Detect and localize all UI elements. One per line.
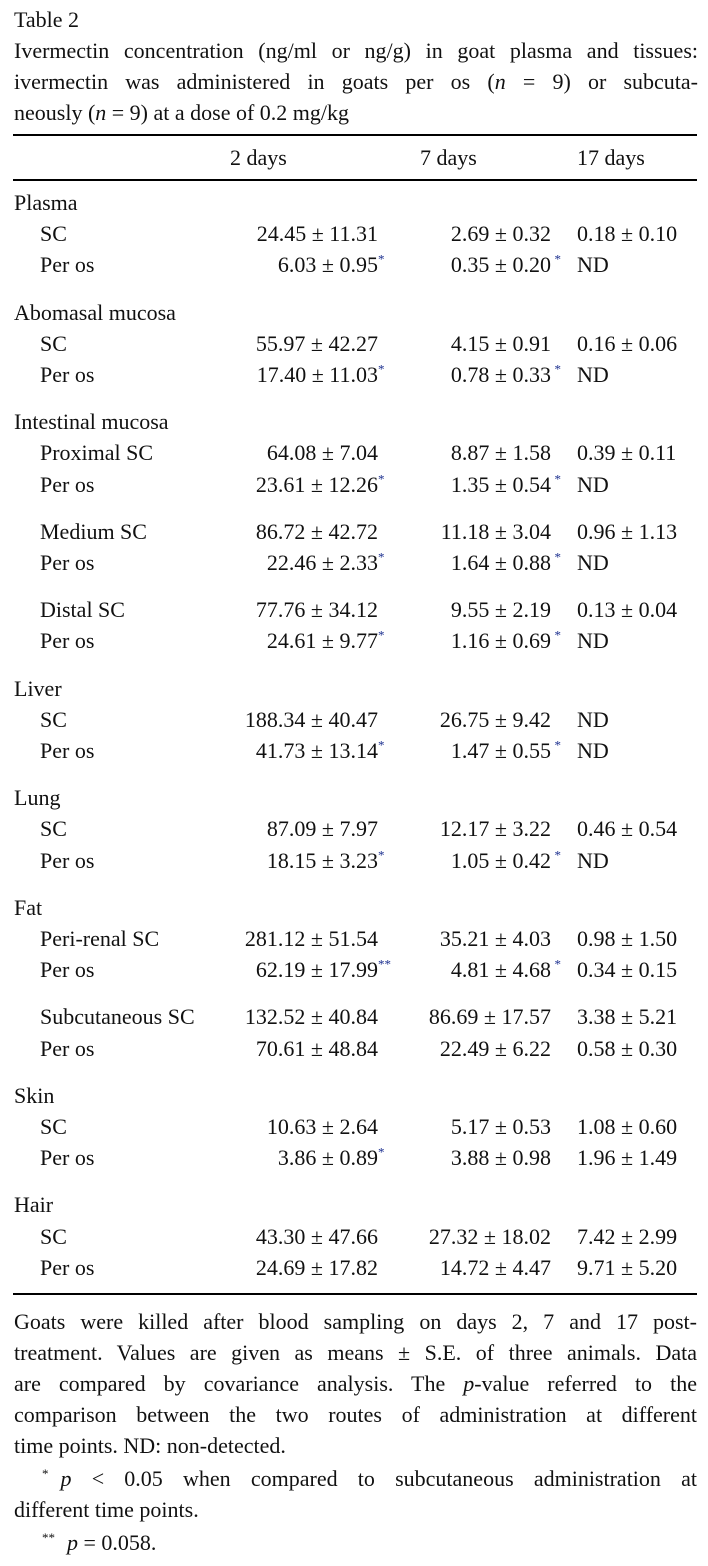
cell-7-days: 12.17 ± 3.22 xyxy=(439,816,551,842)
cell-17-days: ND xyxy=(577,706,609,732)
row-group-label: Liver xyxy=(14,675,62,701)
row-group-label: Plasma xyxy=(14,190,78,215)
cell-7-days: 4.15 ± 0.91 xyxy=(450,330,551,356)
footnote-line: treatment. Values are given as means ± S.E. of three animals. Data xyxy=(14,1340,697,1365)
cell-17-days: 0.58 ± 0.30 xyxy=(577,1035,678,1061)
footnote-single-star: * p < 0.05 when compared to subcutaneous administration at xyxy=(42,1465,697,1491)
cell-17-days: 0.16 ± 0.06 xyxy=(577,330,678,356)
cell-17-days: 0.39 ± 0.11 xyxy=(577,440,677,466)
row-label: Per os xyxy=(40,628,95,654)
cell-7-days: 1.64 ± 0.88 * xyxy=(450,549,561,575)
significance-marker: * xyxy=(554,847,561,863)
cell-7-days: 4.81 ± 4.68 * xyxy=(450,956,561,983)
footnote-line: Goats were killed after blood sampling on days 2, 7 and 17 post- xyxy=(14,1309,697,1334)
row-label: Per os xyxy=(40,550,95,575)
significance-marker: * xyxy=(378,252,385,268)
cell-7-days: 3.88 ± 0.98 xyxy=(450,1145,551,1171)
row-group-label: Hair xyxy=(14,1192,54,1218)
footnote-single-star-cont: different time points. xyxy=(14,1497,199,1522)
cell-2-days: 10.63 ± 2.64 xyxy=(266,1114,378,1139)
row-label: Peri-renal SC xyxy=(40,926,160,951)
cell-2-days: 87.09 ± 7.97 xyxy=(266,816,378,842)
cell-7-days: 22.49 ± 6.22 xyxy=(439,1035,551,1061)
cell-7-days: 1.05 ± 0.42 * xyxy=(450,847,561,873)
cell-2-days: 22.46 ± 2.33* xyxy=(266,549,385,575)
cell-2-days: 43.30 ± 47.66 xyxy=(255,1223,378,1249)
row-label: Per os xyxy=(40,1145,95,1171)
column-header-7-days: 7 days xyxy=(420,145,477,170)
cell-17-days: ND xyxy=(577,252,609,278)
cell-2-days: 6.03 ± 0.95* xyxy=(277,252,385,278)
significance-marker: * xyxy=(554,628,561,644)
row-label: Per os xyxy=(40,471,95,497)
cell-2-days: 64.08 ± 7.04 xyxy=(266,440,378,466)
cell-7-days: 26.75 ± 9.42 xyxy=(439,706,551,732)
cell-2-days: 62.19 ± 17.99** xyxy=(255,956,391,983)
row-label: Per os xyxy=(40,847,95,873)
row-label: SC xyxy=(40,1114,67,1139)
row-group-label: Fat xyxy=(14,894,43,920)
row-group-label: Intestinal mucosa xyxy=(14,409,169,435)
table-label: Table 2 xyxy=(14,7,80,32)
cell-7-days: 11.18 ± 3.04 xyxy=(440,518,551,544)
footnote-double-star: ** p = 0.058. xyxy=(42,1529,157,1555)
cell-17-days: 0.34 ± 0.15 xyxy=(577,957,678,983)
row-label: Per os xyxy=(40,252,95,278)
caption-line-3: neously (n = 9) at a dose of 0.2 mg/kg xyxy=(14,100,350,125)
cell-17-days: 7.42 ± 2.99 xyxy=(577,1223,678,1249)
cell-7-days: 1.16 ± 0.69 * xyxy=(450,628,561,654)
cell-17-days: 1.96 ± 1.49 xyxy=(577,1145,678,1171)
cell-17-days: 9.71 ± 5.20 xyxy=(577,1254,678,1280)
cell-17-days: ND xyxy=(577,628,609,654)
cell-2-days: 55.97 ± 42.27 xyxy=(255,330,378,356)
significance-marker: * xyxy=(378,628,385,644)
cell-17-days: 1.08 ± 0.60 xyxy=(577,1114,678,1139)
significance-marker: * xyxy=(554,361,561,377)
cell-7-days: 0.78 ± 0.33 * xyxy=(450,361,561,387)
significance-marker: * xyxy=(554,252,561,268)
cell-7-days: 27.32 ± 18.02 xyxy=(428,1223,551,1249)
cell-7-days: 1.47 ± 0.55 * xyxy=(450,737,561,763)
cell-7-days: 2.69 ± 0.32 xyxy=(450,221,551,247)
significance-marker: * xyxy=(554,956,561,972)
cell-17-days: ND xyxy=(577,471,609,497)
cell-7-days: 35.21 ± 4.03 xyxy=(439,926,551,951)
row-label: Per os xyxy=(40,957,95,983)
significance-marker: * xyxy=(378,471,385,487)
cell-2-days: 24.45 ± 11.31 xyxy=(256,221,378,247)
cell-7-days: 5.17 ± 0.53 xyxy=(450,1114,551,1139)
row-label: SC xyxy=(40,330,67,356)
cell-17-days: 0.98 ± 1.50 xyxy=(577,926,678,951)
footnote-line: time points. ND: non-detected. xyxy=(14,1433,286,1458)
column-header-2-days: 2 days xyxy=(230,145,287,170)
significance-marker: * xyxy=(378,549,385,565)
row-label: SC xyxy=(40,221,67,247)
row-label: SC xyxy=(40,816,67,842)
row-label: Proximal SC xyxy=(40,440,154,466)
cell-7-days: 0.35 ± 0.20 * xyxy=(450,252,561,278)
cell-17-days: ND xyxy=(577,362,609,387)
cell-17-days: 0.13 ± 0.04 xyxy=(577,597,678,623)
row-label: SC xyxy=(40,1223,67,1249)
significance-marker: * xyxy=(554,471,561,487)
row-label: Subcutaneous SC xyxy=(40,1004,195,1030)
cell-2-days: 24.69 ± 17.82 xyxy=(255,1254,378,1280)
cell-2-days: 86.72 ± 42.72 xyxy=(255,518,378,544)
cell-17-days: 0.96 ± 1.13 xyxy=(577,518,678,544)
cell-17-days: ND xyxy=(577,847,609,873)
cell-2-days: 281.12 ± 51.54 xyxy=(244,926,378,951)
cell-17-days: ND xyxy=(577,550,609,575)
row-label: SC xyxy=(40,706,67,732)
cell-7-days: 86.69 ± 17.57 xyxy=(428,1004,551,1030)
row-label: Distal SC xyxy=(40,597,125,623)
cell-2-days: 17.40 ± 11.03* xyxy=(256,361,385,387)
cell-2-days: 3.86 ± 0.89* xyxy=(277,1144,385,1171)
column-header-17-days: 17 days xyxy=(577,145,645,170)
bottom-rule xyxy=(13,1293,697,1295)
cell-2-days: 77.76 ± 34.12 xyxy=(255,597,378,623)
cell-2-days: 70.61 ± 48.84 xyxy=(255,1035,378,1061)
cell-2-days: 132.52 ± 40.84 xyxy=(244,1004,378,1030)
significance-marker: * xyxy=(378,847,385,863)
row-label: Per os xyxy=(40,1254,95,1280)
cell-2-days: 188.34 ± 40.47 xyxy=(244,706,378,732)
cell-17-days: ND xyxy=(577,738,609,763)
significance-marker: ** xyxy=(378,956,391,972)
cell-7-days: 14.72 ± 4.47 xyxy=(439,1254,551,1280)
significance-marker: * xyxy=(378,1144,385,1160)
row-group-label: Skin xyxy=(14,1082,55,1108)
cell-17-days: 0.18 ± 0.10 xyxy=(577,221,678,247)
significance-marker: * xyxy=(554,737,561,753)
significance-marker: * xyxy=(378,361,385,377)
row-group-label: Lung xyxy=(14,785,61,811)
significance-marker: * xyxy=(554,549,561,565)
cell-17-days: 0.46 ± 0.54 xyxy=(577,816,678,842)
row-label: Medium SC xyxy=(40,518,147,544)
cell-7-days: 8.87 ± 1.58 xyxy=(450,440,551,466)
header-rule xyxy=(13,179,697,181)
row-label: Per os xyxy=(40,1035,95,1061)
footnote-line: comparison between the two routes of administration at different xyxy=(14,1402,697,1427)
caption-line-2: ivermectin was administered in goats per os (n = 9) or subcuta- xyxy=(14,69,698,94)
row-label: Per os xyxy=(40,738,95,763)
cell-2-days: 24.61 ± 9.77* xyxy=(266,628,385,654)
caption-line-1: Ivermectin concentration (ng/ml or ng/g) in goat plasma and tissues: xyxy=(14,38,698,63)
row-group-label: Abomasal mucosa xyxy=(14,299,176,325)
significance-marker: * xyxy=(378,737,385,753)
row-label: Per os xyxy=(40,362,95,387)
top-rule xyxy=(13,134,697,136)
cell-7-days: 9.55 ± 2.19 xyxy=(450,597,551,623)
cell-17-days: 3.38 ± 5.21 xyxy=(577,1004,678,1030)
cell-7-days: 1.35 ± 0.54 * xyxy=(450,471,561,497)
footnote-line: are compared by covariance analysis. The p-value referred to the xyxy=(14,1371,697,1396)
cell-2-days: 23.61 ± 12.26* xyxy=(255,471,385,497)
cell-2-days: 41.73 ± 13.14* xyxy=(255,737,385,763)
cell-2-days: 18.15 ± 3.23* xyxy=(266,847,385,873)
